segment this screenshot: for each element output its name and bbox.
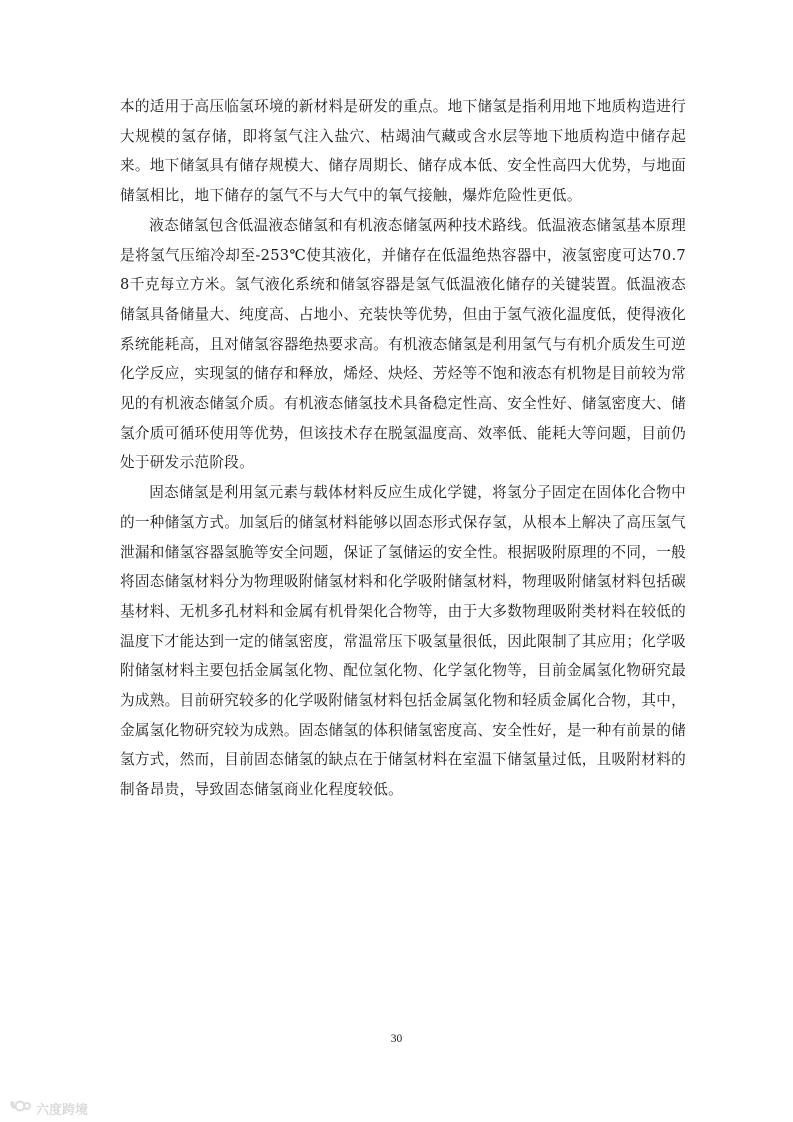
page-number: 30 — [390, 1033, 403, 1045]
paragraph-liquid-storage: 液态储氢包含低温液态储氢和有机液态储氢两种技术路线。低温液态储氢基本原理是将氢气压缩冷却至-253℃使其液化，并储存在低温绝热容器中，液氢密度可达70.78千克每立方米。氢气液化系统和储氢容器是氢气低温液化储存的关键装置。低温液态储氢具备储量大、纯度高、占地小、充装快等优势，但由于氢气液化温度低，使得液化系统能耗高，且对储氢容器绝热要求高。有机液态储氢是利用氢气与有机介质发生可逆化学反应，实现氢的储存和释放，烯烃、炔烃、芳烃等不饱和液态有机物是目前较为常见的有机液态储氢介质。有机液态储氢技术具备稳定性高、安全性好、储氢密度大、储氢介质可循环使用等优势，但该技术存在脱氢温度高、效率低、能耗大等问题，目前仍处于研发示范阶段。 — [120, 216, 686, 472]
watermark-text: 六度跨境 — [36, 1102, 89, 1118]
body-text — [120, 92, 686, 805]
paragraph-solid-storage: 固态储氢是利用氢元素与载体材料反应生成化学键，将氢分子固定在固体化合物中的一种储氢方式。加氢后的储氢材料能够以固态形式保存氢，从根本上解决了高压氢气泄漏和储氢容器氢脆等安全问题，保证了氢储运的安全性。根据吸附原理的不同，一般将固态储氢材料分为物理吸附储氢材料和化学吸附储氢材料，物理吸附储氢材料包括碳基材料、无机多孔材料和金属有机骨架化合物等，由于大多数物理吸附类材料在较低的温度下才能达到一定的储氢密度，常温常压下吸氢量很低，因此限制了其应用；化学吸附储氢材料主要包括金属氢化物、配位氢化物、化学氢化物等，目前金属氢化物研究最为成熟。目前研究较多的化学吸附储氢材料包括金属氢化物和轻质金属化合物，其中，金属氢化物研究较为成熟。固态储氢的体积储氢密度高、安全性好，是一种有前景的储氢方式，然而，目前固态储氢的缺点在于储氢材料在室温下储氢量过低，且吸附材料的制备昂贵，导致固态储氢商业化程度较低。 — [120, 484, 686, 799]
watermark — [8, 1097, 88, 1119]
paragraph-underground-storage: 本的适用于高压临氢环境的新材料是研发的重点。地下储氢是指利用地下地质构造进行大规模的氢存储，即将氢气注入盐穴、枯竭油气藏或含水层等地下地质构造中储存起来。地下储氢具有储存规模大、储存周期长、储存成本低、安全性高四大优势，与地面储氢相比，地下储存的氢气不与大气中的氧气接触，爆炸危险性更低。 — [120, 98, 686, 205]
link-logo-icon — [8, 1097, 32, 1119]
